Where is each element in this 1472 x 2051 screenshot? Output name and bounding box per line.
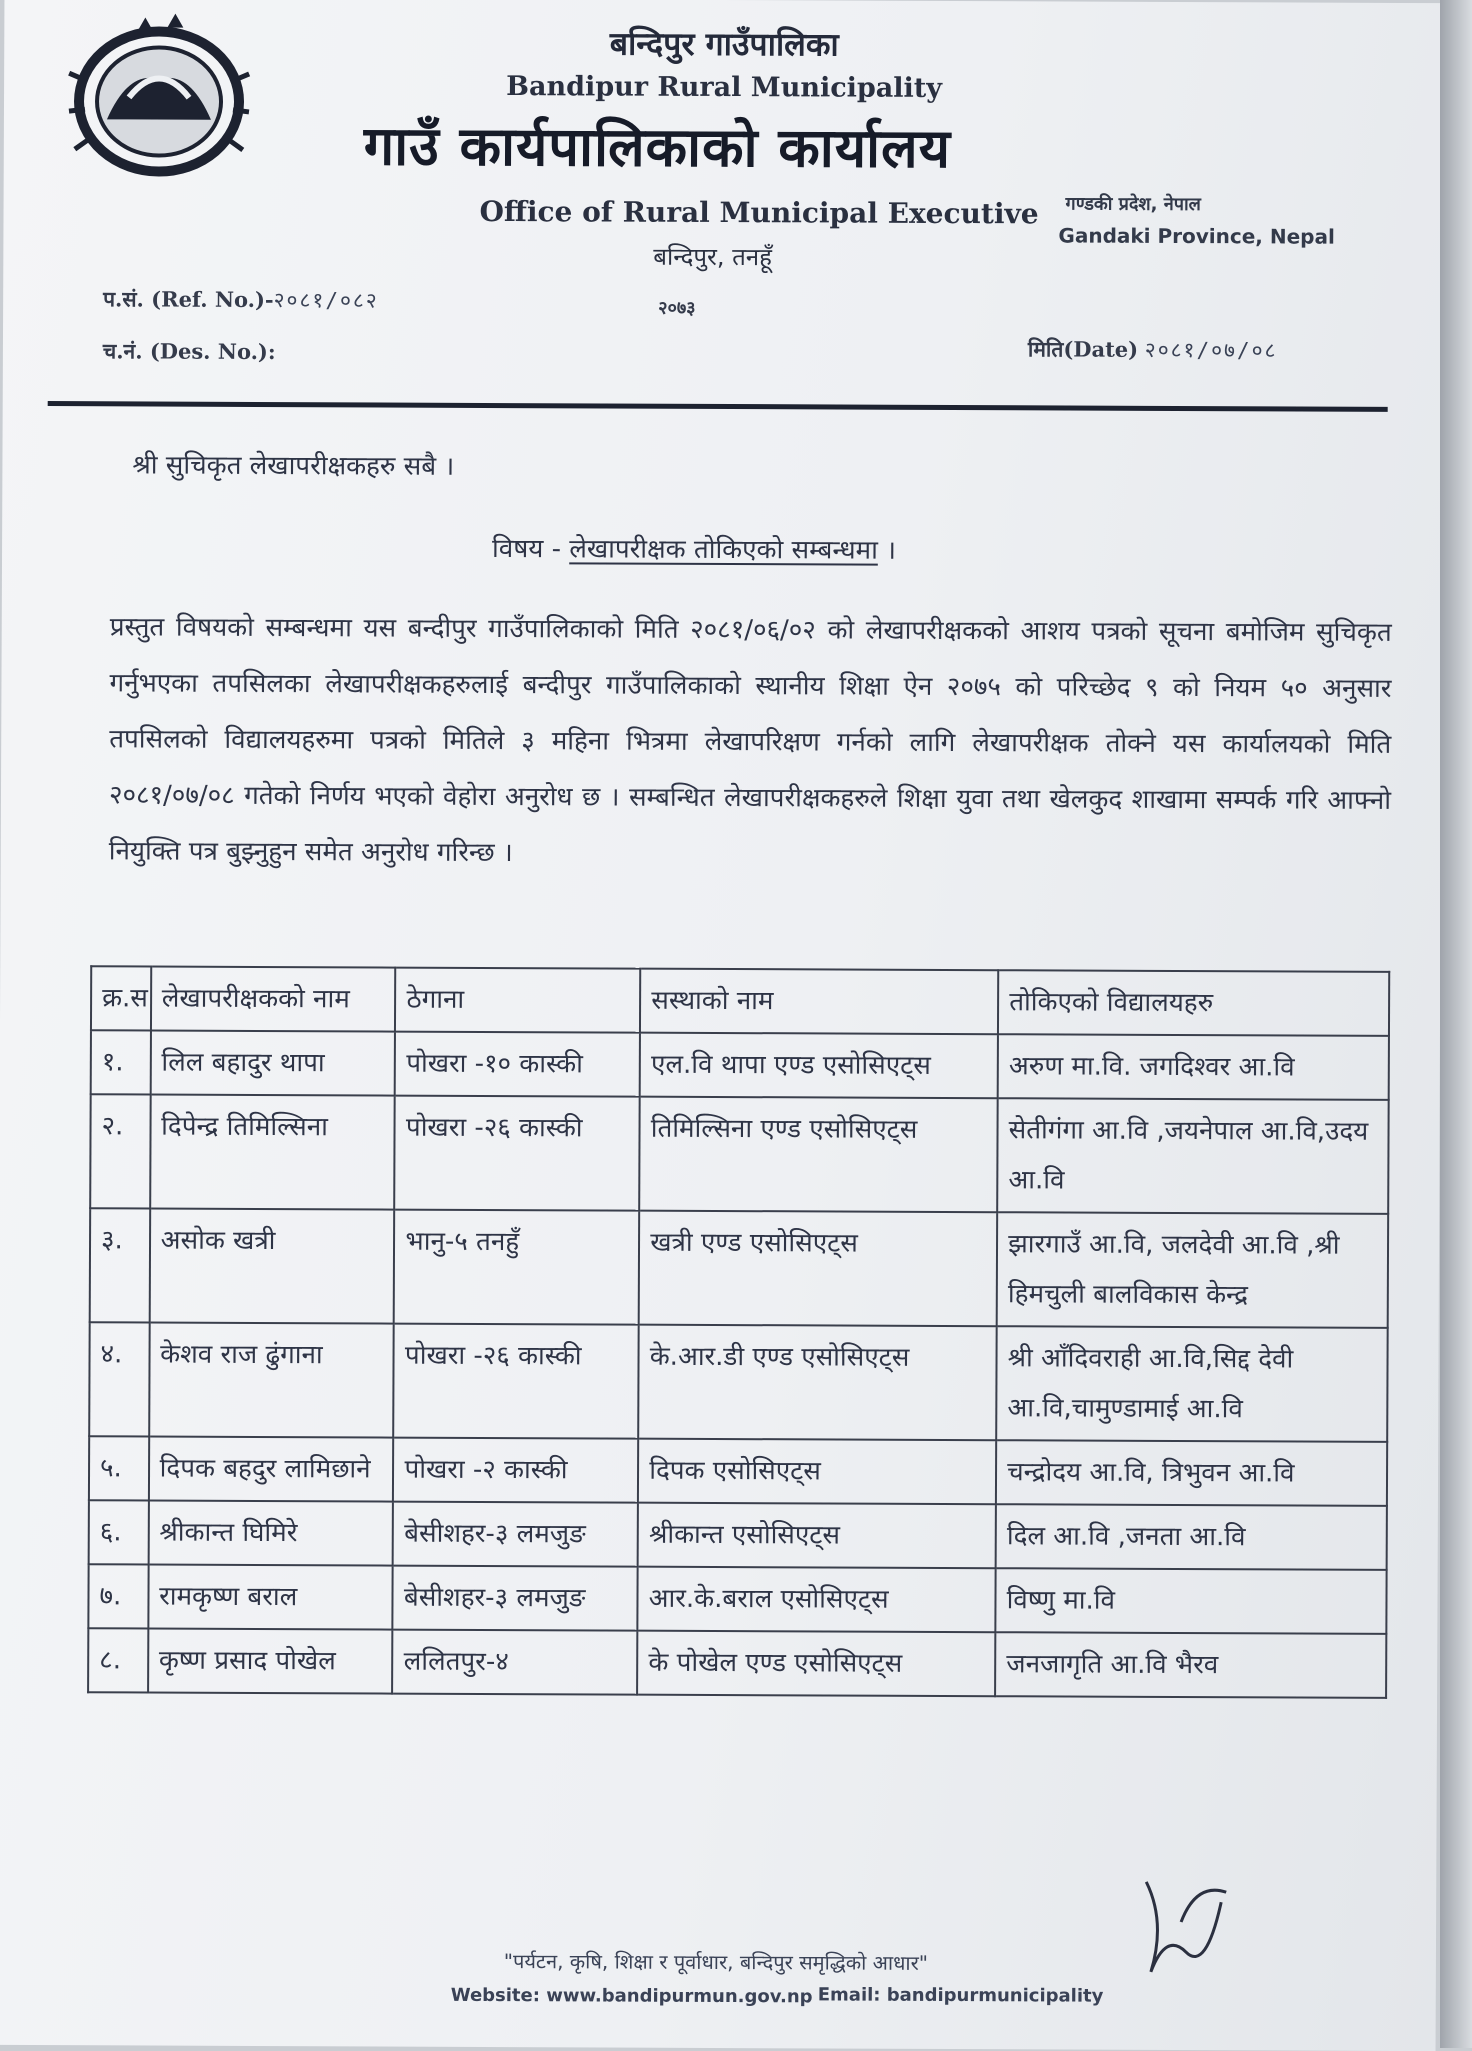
cell-address: पोखरा -२६ कास्की [394,1324,639,1439]
subject-text: लेखापरीक्षक तोकिएको सम्बन्धमा [569,534,878,566]
cell-auditor-name: केशव राज ढुंगाना [149,1323,394,1438]
table-row [90,1094,1388,1214]
header-serial: क्र.स [91,966,151,1030]
cell-address: बेसीशहर-३ लमजुङ [393,1502,638,1567]
cell-auditor-name: श्रीकान्त घिमिरे [148,1501,393,1566]
cell-serial: ८. [88,1628,148,1692]
cell-firm-name: दिपक एसोसिएट्स [638,1439,996,1505]
cell-address: ललितपुर-४ [392,1630,637,1695]
subject-suffix: । [877,535,897,566]
cell-serial: ६. [89,1500,149,1564]
table-row [89,1500,1387,1570]
footer-motto: "पर्यटन, कृषि, शिक्षा र पूर्वाधार, बन्दिपुर समृद्धिको आधार" [503,1949,929,1975]
footer-email: Email: bandipurmunicipality [817,1984,1104,2007]
auditor-allocation-table [87,965,1390,1699]
cell-address: पोखरा -१० कास्की [395,1032,640,1097]
header-address: ठेगाना [395,968,640,1033]
cell-schools: चन्द्रोदय आ.वि, त्रिभुवन आ.वि [996,1440,1387,1506]
cell-serial: २. [90,1094,150,1208]
letter-body: प्रस्तुत विषयको सम्बन्धमा यस बन्दीपुर गाउँपालिकाको मिति २०८१/०६/०२ को लेखापरीक्षकको आशय पत्रको सूचना बमोजिम सुचिकृत गर्नुभएका तपसिलका लेखापरीक्षकहरुलाई बन्दीपुर गाउँपालिकाको स्थानीय शिक्षा ऐन २०७५ को परिच्छेद ९ को नियम ५० अनुसार तपसिलको विद्यालयहरुमा पत्रको मितिले ३ महिना भित्रमा लेखापरिक्षण गर्नको लागि लेखापरीक्षक तोक्ने यस कार्यालयको मिति २०८१/०७/०८ गतेको निर्णय भएको वेहोरा अनुरोध छ । सम्बन्धित लेखापरीक्षकहरुले शिक्षा युवा तथा खेलकुद शाखामा सम्पर्क गरि आफ्नो नियुक्ति पत्र बुझ्नुहुन समेत अनुरोध गरिन्छ । [108,612,1392,869]
header-assigned-schools: तोकिएको विद्यालयहरु [998,970,1389,1036]
subject-prefix: विषय - [492,534,570,565]
header-auditor-name: लेखापरीक्षकको नाम [151,967,396,1032]
cell-serial: ७. [88,1564,148,1628]
province-en: Gandaki Province, Nepal [1058,223,1335,249]
cell-schools: झारगाउँ आ.वि, जलदेवी आ.वि ,श्री हिमचुली बालविकास केन्द्र [997,1212,1388,1328]
cell-serial: १. [91,1030,151,1094]
cell-firm-name: एल.वि थापा एण्ड एसोसिएट्स [640,1033,998,1099]
cell-firm-name: आर.के.बराल एसोसिएट्स [638,1567,996,1633]
cell-schools: श्री आँदिवराही आ.वि,सिद्द देवी आ.वि,चामुण्डामाई आ.वि [996,1326,1387,1442]
table-header-row [91,966,1389,1036]
cell-schools: दिल आ.वि ,जनता आ.वि [996,1504,1387,1570]
office-place: बन्दिपुर, तनहूँ [653,242,772,272]
ref-value: २०८१/०८२ [273,288,379,313]
cell-serial: ४. [89,1322,149,1436]
ref-number [103,285,379,314]
header-firm-name: सस्थाको नाम [640,969,998,1035]
cell-address: भानु-५ तनहुँ [394,1210,639,1325]
cell-auditor-name: लिल बहादुर थापा [150,1031,395,1096]
letter-date [1028,335,1278,364]
cell-firm-name: के.आर.डी एण्ड एसोसिएट्स [638,1325,996,1441]
footer-website: Website: www.bandipurmun.gov.np [450,1984,813,2008]
cell-firm-name: खत्री एण्ड एसोसिएट्स [639,1211,997,1327]
table-row [88,1564,1386,1634]
cell-auditor-name: कृष्ण प्रसाद पोखेल [148,1629,393,1694]
table-row [89,1322,1387,1442]
cell-address: पोखरा -२ कास्की [393,1438,638,1503]
cell-firm-name: श्रीकान्त एसोसिएट्स [638,1503,996,1569]
cell-schools: विष्णु मा.वि [995,1568,1386,1634]
table-row [90,1208,1388,1328]
subject-line [492,529,896,567]
des-number [103,337,276,366]
cell-address: बेसीशहर-३ लमजुङ [393,1566,638,1631]
established-year: २०७३ [658,297,696,319]
municipality-name-en: Bandipur Rural Municipality [506,71,943,104]
cell-schools: अरुण मा.वि. जगदिश्वर आ.वि [998,1034,1389,1100]
cell-auditor-name: दिपेन्द्र तिमिल्सिना [150,1095,395,1210]
cell-serial: ५. [89,1436,149,1500]
cell-auditor-name: रामकृष्ण बराल [148,1565,393,1630]
cell-auditor-name: असोक खत्री [149,1209,394,1324]
cell-firm-name: के पोखेल एण्ड एसोसिएट्स [637,1631,995,1697]
table-row [91,1030,1389,1100]
office-title-np: गाउँ कार्यपालिकाको कार्यालय [363,114,952,180]
cell-schools: सेतीगंगा आ.वि ,जयनेपाल आ.वि,उदय आ.वि [997,1098,1388,1214]
office-title-en: Office of Rural Municipal Executive [479,194,1039,231]
province-np: गण्डकी प्रदेश, नेपाल [1065,193,1201,216]
date-label: मिति(Date) [1027,336,1139,362]
date-value: २०८१/०७/०८ [1144,337,1278,363]
cell-auditor-name: दिपक बहदुर लामिछाने [149,1437,394,1502]
ref-label: प.सं. (Ref. No.)- [103,286,274,313]
header-divider [48,401,1388,412]
cell-serial: ३. [90,1208,150,1322]
table-row [88,1628,1386,1698]
cell-firm-name: तिमिल्सिना एण्ड एसोसिएट्स [639,1097,997,1213]
salutation: श्री सुचिकृत लेखापरीक्षकहरु सबै । [132,450,455,482]
cell-address: पोखरा -२६ कास्की [395,1096,640,1211]
municipality-name-np: बन्दिपुर गाउँपालिका [609,24,839,64]
cell-schools: जनजागृति आ.वि भैरव [995,1632,1386,1698]
page-edge-shadow [1440,0,1472,2048]
table-row [89,1436,1387,1506]
des-label: च.नं. (Des. No.): [102,338,276,365]
